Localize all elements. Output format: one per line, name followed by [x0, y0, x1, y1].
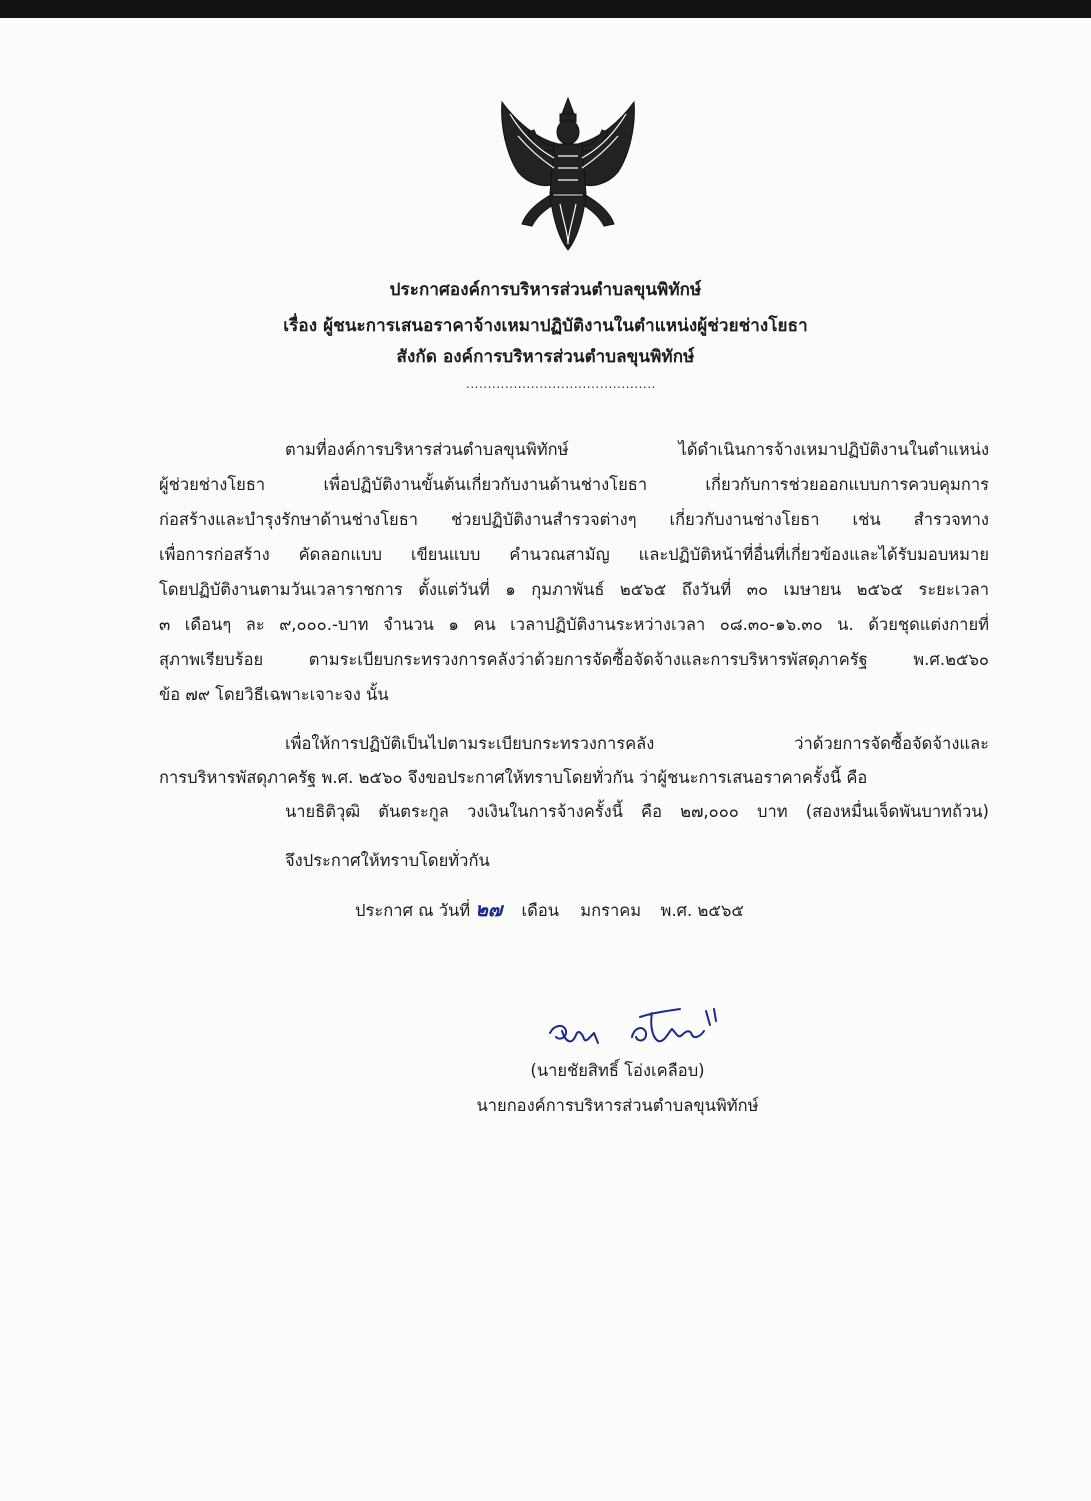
paragraph-1-line: ผู้ช่วยช่างโยธา เพื่อปฏิบัติงานขั้นต้นเกี่ยวกับงานด้านช่างโยธา เกี่ยวกับการช่วยออกแบบการควบคุมการ — [159, 475, 989, 494]
paragraph-1-line: ก่อสร้างและบำรุงรักษาด้านช่างโยธา ช่วยปฏิบัติงานสำรวจต่างๆ เกี่ยวกับงานช่างโยธา เช่น สำรวจทาง — [159, 510, 989, 529]
document-subject: เรื่อง ผู้ชนะการเสนอราคาจ้างเหมาปฏิบัติงานในตำแหน่งผู้ช่วยช่างโยธา — [283, 316, 808, 336]
paragraph-1-line: เพื่อการก่อสร้าง คัดลอกแบบ เขียนแบบ คำนวณสามัญ และปฏิบัติหน้าที่อื่นที่เกี่ยวข้องและได้รับมอบหมาย — [159, 545, 989, 564]
document-title: ประกาศองค์การบริหารส่วนตำบลขุนพิทักษ์ — [389, 280, 702, 300]
date-year: พ.ศ. ๒๕๖๕ — [660, 901, 744, 920]
paragraph-2-line: การบริหารพัสดุภาครัฐ พ.ศ. ๒๕๖๐ จึงขอประกาศให้ทราบโดยทั่วกัน ว่าผู้ชนะการเสนอราคาครั้งนี้ คือ — [159, 768, 868, 787]
paragraph-2-line: เพื่อให้การปฏิบัติเป็นไปตามระเบียบกระทรวงการคลัง ว่าด้วยการจัดซื้อจัดจ้างและ — [285, 734, 989, 753]
title-separator: ............................................ — [466, 377, 656, 391]
date-month: มกราคม — [580, 901, 642, 920]
paragraph-1-line: ตามที่องค์การบริหารส่วนตำบลขุนพิทักษ์ ได้ดำเนินการจ้างเหมาปฏิบัติงานในตำแหน่ง — [285, 440, 989, 459]
announcement-date — [355, 901, 744, 920]
date-day-handwritten: ๒๗ — [475, 899, 503, 921]
signatory-name: (นายชัยสิทธิ์ โอ่งเคลือบ) — [530, 1061, 705, 1080]
date-prefix: ประกาศ ณ วันที่ — [355, 901, 471, 920]
closing-text: จึงประกาศให้ทราบโดยทั่วกัน — [285, 851, 490, 870]
paragraph-1-line: โดยปฏิบัติงานตามวันเวลาราชการ ตั้งแต่วันที่ ๑ กุมภาพันธ์ ๒๕๖๕ ถึงวันที่ ๓๐ เมษายน ๒๕๖๕ ระยะเวลา — [159, 580, 989, 599]
paragraph-1-line: ข้อ ๗๙ โดยวิธีเฉพาะเจาะจง นั้น — [159, 685, 389, 704]
paragraph-1-line: ๓ เดือนๆ ละ ๙,๐๐๐.-บาท จำนวน ๑ คน เวลาปฏิบัติงานระหว่างเวลา ๐๘.๓๐-๑๖.๓๐ น. ด้วยชุดแต่งกายที่ — [159, 615, 989, 634]
top-border — [0, 0, 1091, 18]
paragraph-1-line: สุภาพเรียบร้อย ตามระเบียบกระทรวงการคลังว่าด้วยการจัดซื้อจัดจ้างและการบริหารพัสดุภาครัฐ พ.ศ.๒๕๖๐ — [159, 650, 989, 669]
document-affiliation: สังกัด องค์การบริหารส่วนตำบลขุนพิทักษ์ — [396, 347, 695, 367]
signatory-title: นายกองค์การบริหารส่วนตำบลขุนพิทักษ์ — [476, 1096, 759, 1115]
document-page — [0, 18, 1091, 1501]
paragraph-2-line: นายธิติวุฒิ ตันตระกูล วงเงินในการจ้างครั้งนี้ คือ ๒๗,๐๐๐ บาท (สองหมื่นเจ็ดพันบาทถ้วน) — [285, 802, 989, 821]
garuda-emblem-icon — [488, 84, 648, 254]
date-month-label: เดือน — [521, 901, 560, 920]
handwritten-signature — [540, 1003, 730, 1063]
